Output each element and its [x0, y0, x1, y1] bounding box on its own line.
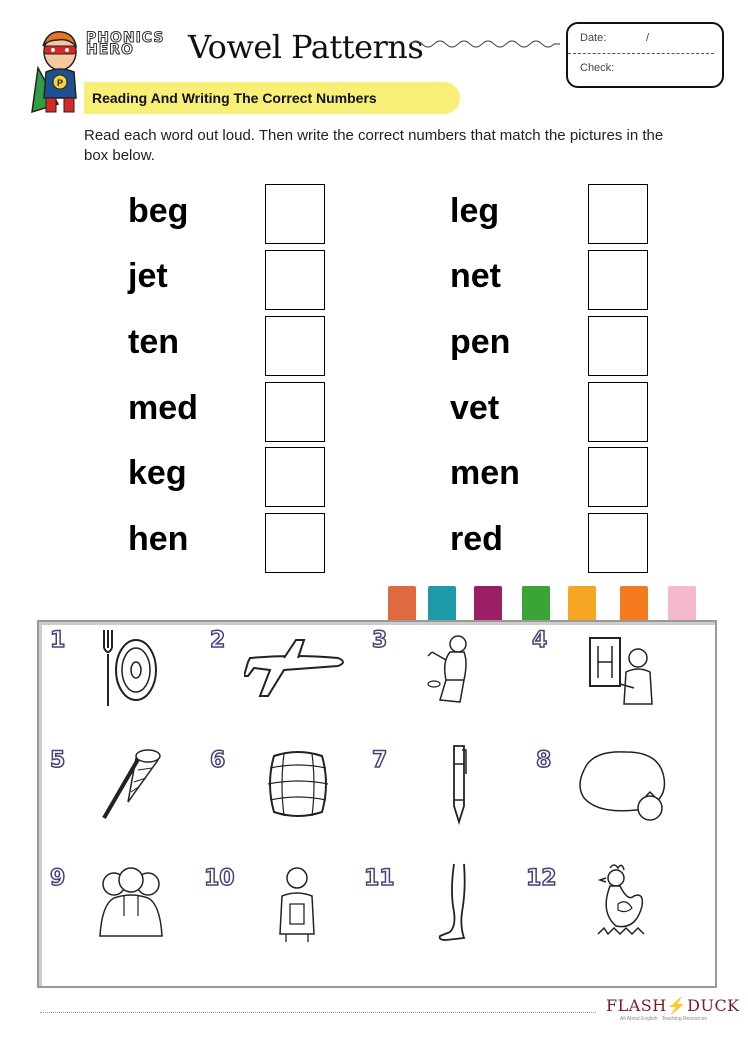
picture-number-6: 6: [210, 748, 226, 773]
begging-man-icon: [420, 632, 480, 710]
wavy-divider-icon: [410, 36, 560, 52]
answer-box-left-2[interactable]: [265, 250, 325, 310]
word-right-1: leg: [450, 192, 500, 230]
group-of-men-icon: [96, 864, 166, 940]
leg-icon: [434, 862, 474, 944]
picture-number-9: 9: [50, 866, 66, 891]
medical-man-icon: [272, 864, 322, 944]
date-slash: /: [646, 32, 650, 44]
word-right-4: vet: [450, 389, 500, 427]
picture-number-4: 4: [532, 628, 548, 653]
answer-box-left-1[interactable]: [265, 184, 325, 244]
word-right-5: men: [450, 454, 520, 492]
date-label: Date:: [580, 32, 607, 44]
hen-icon: [592, 862, 648, 942]
answer-box-right-4[interactable]: [588, 382, 648, 442]
word-right-6: red: [450, 520, 503, 558]
picture-number-7: 7: [372, 748, 388, 773]
footer-divider: [40, 1012, 596, 1013]
answer-box-right-2[interactable]: [588, 250, 648, 310]
word-left-2: jet: [128, 257, 168, 295]
picture-number-10: 10: [204, 866, 235, 891]
picture-number-3: 3: [372, 628, 388, 653]
subtitle: Reading And Writing The Correct Numbers: [92, 90, 377, 106]
red-blob-with-tomato-icon: [576, 748, 672, 824]
butterfly-net-icon: [100, 746, 164, 822]
picture-number-12: 12: [526, 866, 557, 891]
answer-box-left-6[interactable]: [265, 513, 325, 573]
answer-box-right-5[interactable]: [588, 447, 648, 507]
lightning-bolt-icon: ⚡: [666, 996, 688, 1015]
date-separator: [568, 53, 714, 54]
picture-number-11: 11: [364, 866, 395, 891]
word-left-3: ten: [128, 323, 179, 361]
vet-with-xray-icon: [580, 632, 660, 708]
instructions: Read each word out loud. Then write the correct numbers that match the pictures in the box below.: [84, 127, 664, 164]
answer-box-left-3[interactable]: [265, 316, 325, 376]
word-left-5: keg: [128, 454, 187, 492]
flashduck-logo: FLASH⚡DUCK: [606, 996, 740, 1015]
airplane-icon: [244, 636, 348, 700]
word-left-6: hen: [128, 520, 189, 558]
logo-tagline: All About English Teaching Resources: [620, 1016, 707, 1022]
pen-icon: [446, 744, 470, 826]
picture-number-2: 2: [210, 628, 226, 653]
word-right-3: pen: [450, 323, 511, 361]
keg-barrel-icon: [264, 748, 332, 820]
donut-on-plate-icon: [98, 628, 160, 708]
picture-number-5: 5: [50, 748, 66, 773]
answer-box-right-6[interactable]: [588, 513, 648, 573]
svg-text:P: P: [57, 78, 64, 88]
answer-box-right-3[interactable]: [588, 316, 648, 376]
answer-box-left-5[interactable]: [265, 447, 325, 507]
picture-number-8: 8: [536, 748, 552, 773]
brand-logo: PHONICS HERO: [86, 30, 165, 58]
phonics-hero-mascot-icon: [28, 28, 90, 116]
page-title: Vowel Patterns: [188, 28, 424, 66]
word-right-2: net: [450, 257, 501, 295]
answer-box-right-1[interactable]: [588, 184, 648, 244]
date-check-box: [566, 22, 724, 88]
answer-box-left-4[interactable]: [265, 382, 325, 442]
check-label: Check:: [580, 62, 615, 74]
word-left-1: beg: [128, 192, 189, 230]
picture-number-1: 1: [50, 628, 66, 653]
word-left-4: med: [128, 389, 198, 427]
